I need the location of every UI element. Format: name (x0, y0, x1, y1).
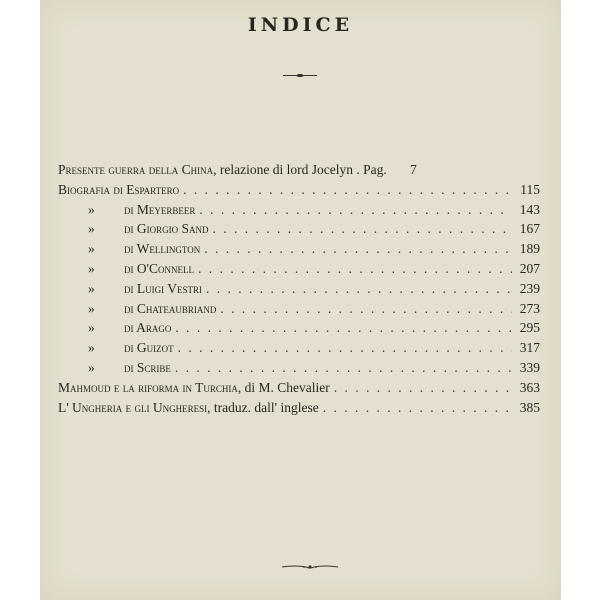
toc-entry-title: di Scribe (124, 359, 171, 375)
toc-entry-title: di O'Connell (124, 260, 195, 276)
toc-entry-page: 385 (519, 399, 540, 415)
ornament-icon (280, 564, 340, 570)
toc-entry-page: 7 (409, 162, 417, 177)
toc-entry-subtitle: , di M. Chevalier (237, 379, 330, 395)
ditto-mark: » (88, 201, 95, 217)
toc-entry-title: L' Ungheria e gli Ungheresi (58, 399, 208, 415)
leader-dots (204, 239, 512, 259)
ditto-mark: » (88, 280, 95, 296)
leader-dots (178, 338, 512, 358)
toc-entry-subtitle: , relazione di lord Jocelyn . Pag. (213, 162, 387, 177)
toc-entry-title: Presente guerra della China (58, 162, 214, 177)
leader-dots (198, 259, 512, 279)
toc-entry-title: di Giorgio Sand (124, 221, 209, 237)
toc-entry-subtitle: , traduz. dall' inglese (207, 399, 319, 415)
toc-entry (58, 239, 540, 259)
toc-entry-title: di Arago (124, 320, 172, 336)
toc-entry (58, 299, 540, 319)
toc-entry (58, 318, 540, 338)
toc-entry-page: 143 (519, 201, 540, 217)
toc-entry-page: 207 (519, 260, 540, 276)
toc-entry-title: di Wellington (124, 241, 201, 257)
ditto-mark: » (88, 320, 95, 336)
leader-dots (183, 180, 512, 200)
ditto-mark: » (88, 300, 95, 316)
toc-entry-page: 167 (519, 221, 540, 237)
toc-entry (58, 279, 540, 299)
ditto-mark: » (88, 260, 95, 276)
leader-dots (334, 378, 512, 398)
page-title: INDICE (247, 14, 354, 36)
table-of-contents (58, 160, 540, 417)
toc-entry-page: 239 (519, 280, 540, 296)
toc-entry-page: 115 (520, 181, 540, 197)
toc-entry (58, 219, 540, 239)
toc-entry-page: 189 (519, 241, 540, 257)
toc-entry-page: 295 (519, 320, 540, 336)
ditto-mark: » (88, 340, 95, 356)
bottom-ornament-rule (280, 564, 340, 566)
ditto-mark: » (88, 221, 95, 237)
toc-entry (58, 200, 540, 220)
leader-dots (199, 200, 512, 220)
toc-entry-title: di Luigi Vestri (124, 280, 202, 296)
toc-entry-title: di Meyerbeer (124, 201, 196, 217)
toc-entry-title: di Guizot (124, 340, 174, 356)
toc-entry (58, 180, 540, 200)
leader-dots (323, 398, 512, 418)
toc-entry-page: 317 (519, 340, 540, 356)
toc-entry-page: 339 (519, 359, 540, 375)
toc-entry-title: Mahmoud e la riforma in Turchia (58, 379, 238, 395)
toc-entry (58, 259, 540, 279)
toc-entry-title: Biografia di Espartero (58, 181, 180, 197)
toc-entry (58, 358, 540, 378)
leader-dots (206, 279, 512, 299)
toc-entry (58, 338, 540, 358)
leader-dots (220, 299, 512, 319)
toc-entry (58, 160, 540, 180)
leader-dots (175, 358, 512, 378)
toc-entry (58, 378, 540, 398)
toc-entry-title: di Chateaubriand (124, 300, 217, 316)
toc-entry (58, 398, 540, 418)
toc-entry-page: 273 (519, 300, 540, 316)
leader-dots (213, 219, 513, 239)
leader-dots (175, 318, 512, 338)
page (40, 0, 561, 600)
toc-entry-page: 363 (519, 379, 540, 395)
ditto-mark: » (88, 241, 95, 257)
ditto-mark: » (88, 359, 95, 375)
top-ornament-rule (283, 75, 317, 76)
